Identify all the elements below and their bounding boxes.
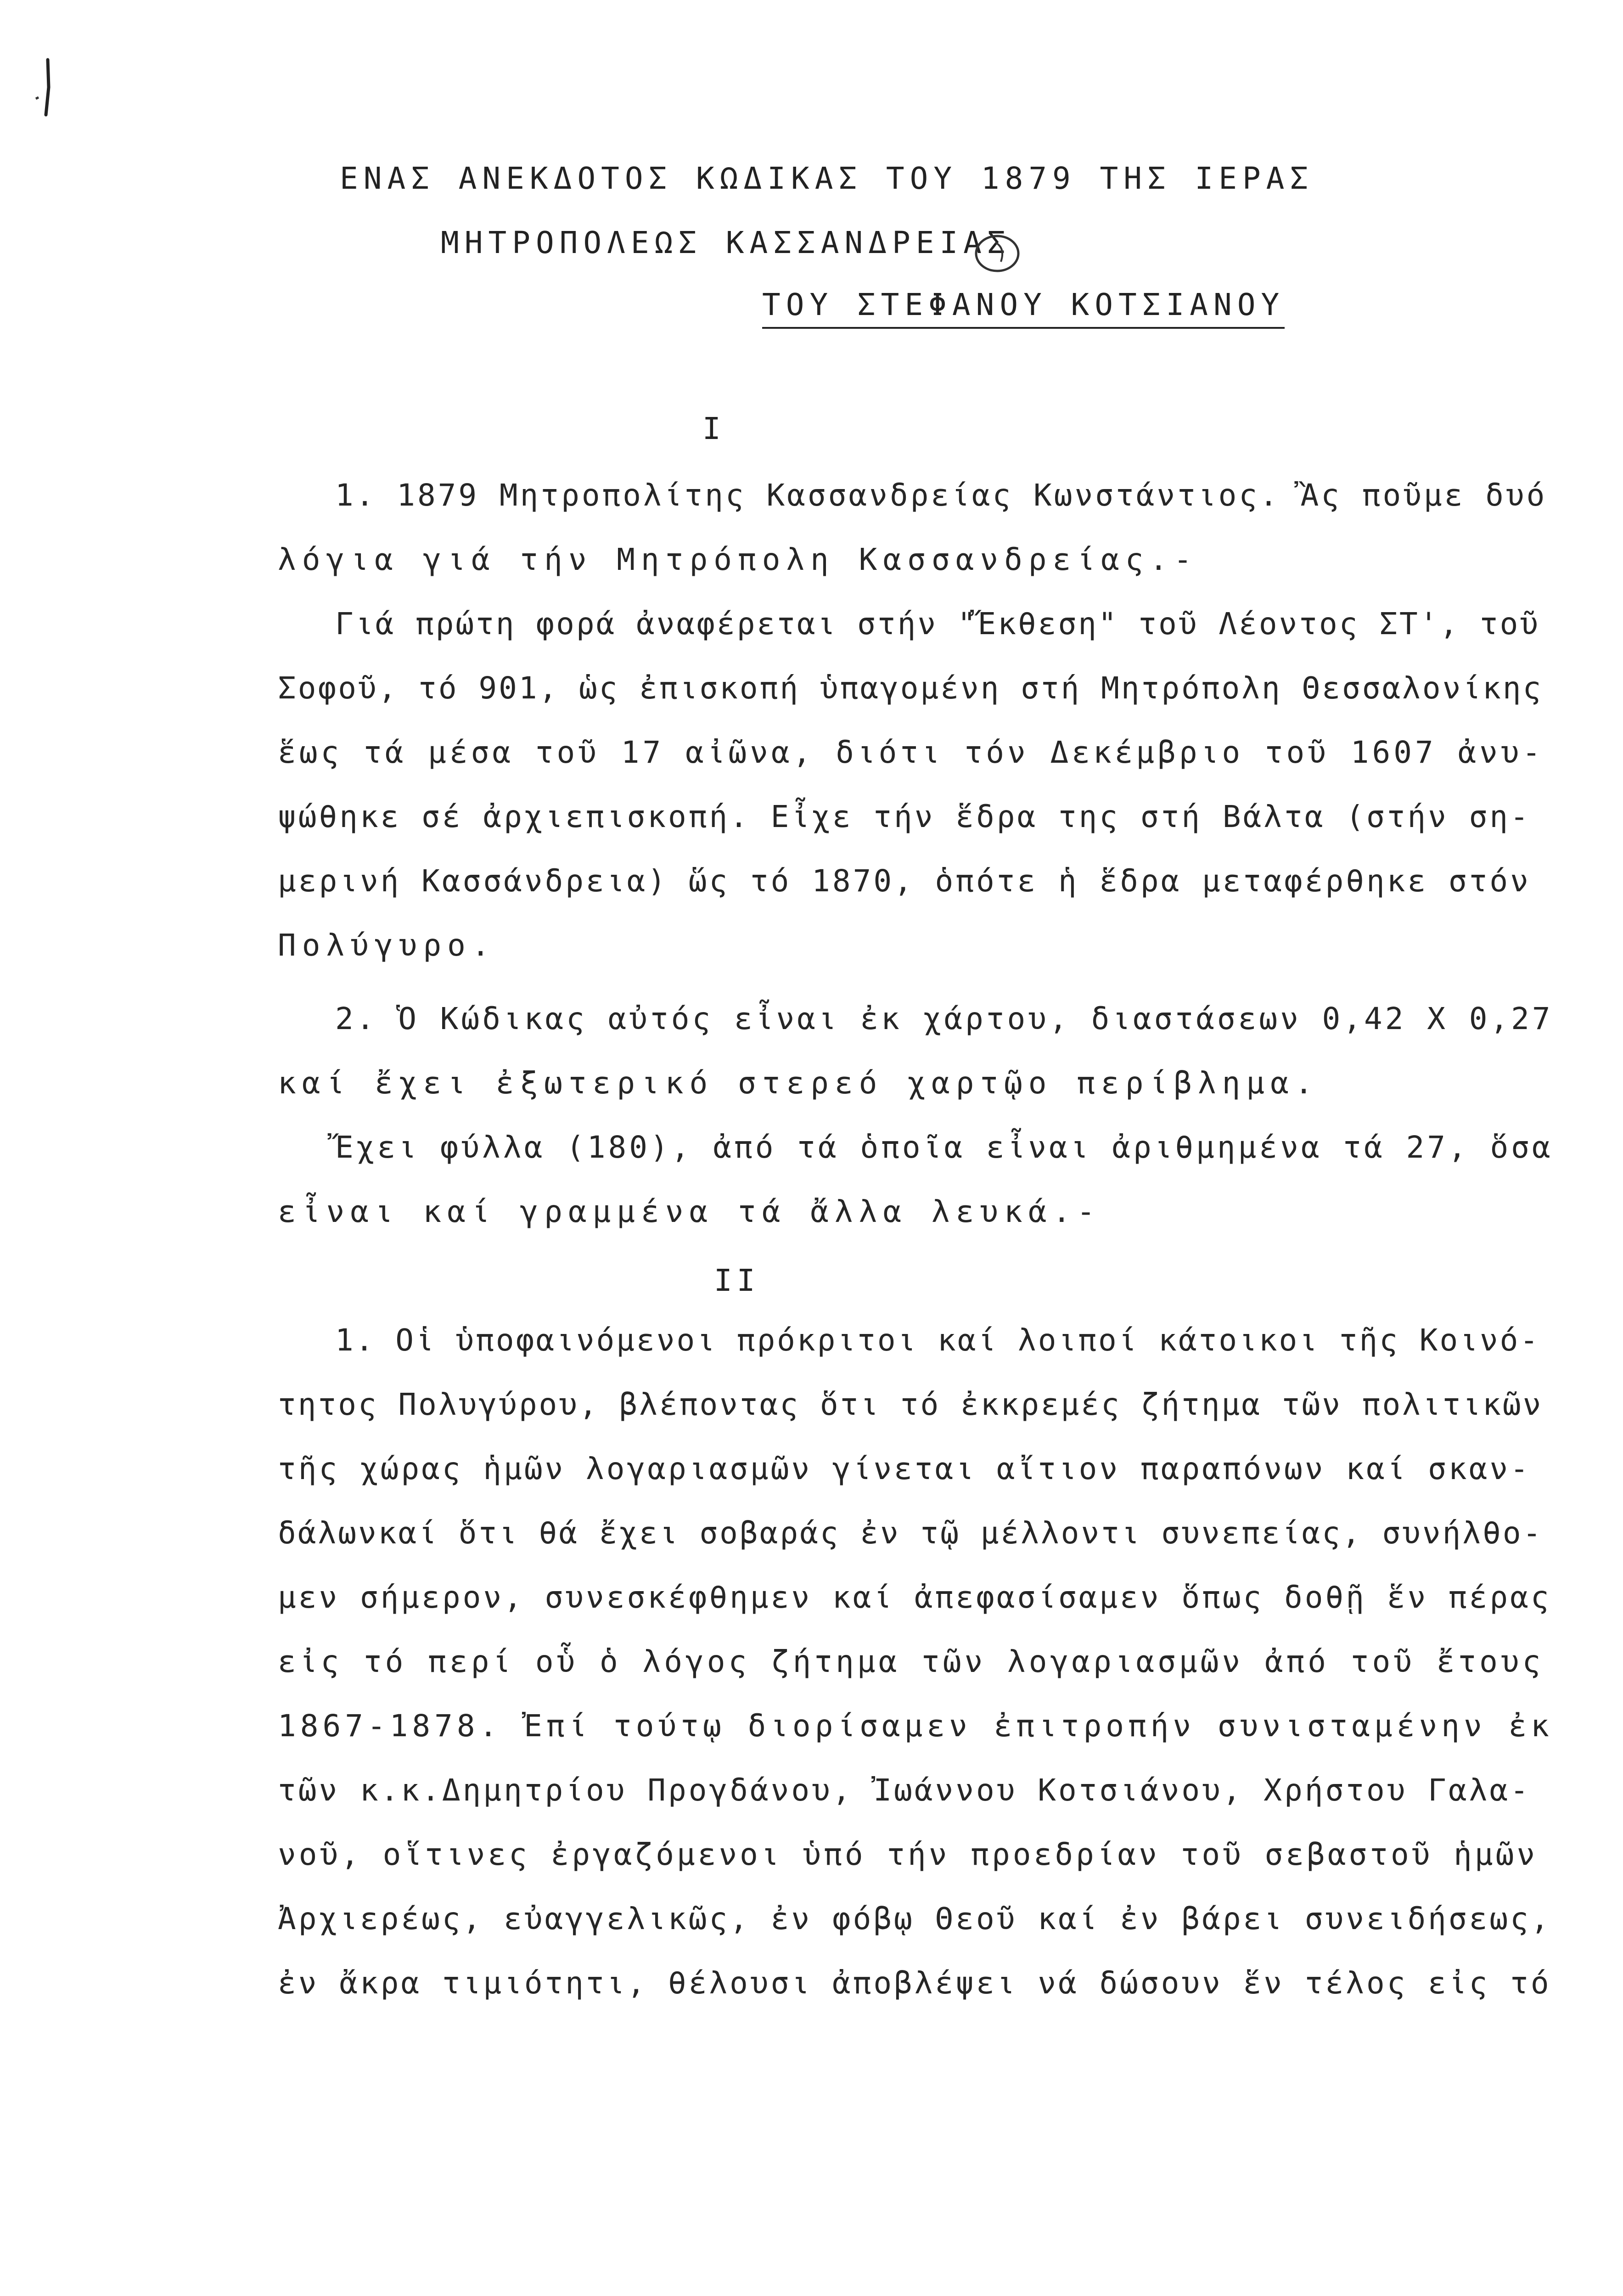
- text-line: Ἔχει φύλλα (180), ἀπό τά ὁποῖα εἶναι ἀριθμημένα τά 27, ὅσα: [335, 1130, 1553, 1165]
- text-line: μερινή Κασσάνδρεια) ὥς τό 1870, ὁπότε ἡ ἕδρα μεταφέρθηκε στόν: [278, 863, 1531, 899]
- title-line-1: ΕΝΑΣ ΑΝΕΚΔΟΤΟΣ ΚΩΔΙΚΑΣ ΤΟΥ 1879 ΤΗΣ ΙΕΡΑΣ: [340, 161, 1314, 196]
- text-line: ἕως τά μέσα τοῦ 17 αἰῶνα, διότι τόν Δεκέμβριο τοῦ 1607 ἀνυ-: [278, 735, 1544, 770]
- text-line: ἐν ἄκρα τιμιότητι, θέλουσι ἀποβλέψει νά δώσουν ἕν τέλος εἰς τό: [278, 1965, 1551, 2001]
- text-line: καί ἔχει ἐξωτερικό στερεό χαρτῷο περίβλημα.: [278, 1065, 1319, 1101]
- text-line: Ἀρχιερέως, εὐαγγελικῶς, ἐν φόβῳ Θεοῦ καί ἐν βάρει συνειδήσεως,: [278, 1901, 1551, 1936]
- author-line: ΤΟΥ ΣΤΕΦΑΝΟΥ ΚΟΤΣΙΑΝΟΥ: [762, 287, 1285, 329]
- text-line: Πολύγυρο.: [278, 928, 496, 963]
- text-line: τῆς χώρας ἡμῶν λογαριασμῶν γίνεται αἴτιον παραπόνων καί σκαν-: [278, 1451, 1531, 1486]
- text-line: 1. 1879 Μητροπολίτης Κασσανδρείας Κωνστάντιος. Ἂς ποῦμε δυό: [335, 478, 1547, 513]
- text-line: 1. Οἱ ὑποφαινόμενοι πρόκριτοι καί λοιποί κάτοικοι τῆς Κοινό-: [335, 1322, 1540, 1358]
- text-line: 2. Ὁ Κώδικας αὐτός εἶναι ἐκ χάρτου, διαστάσεων 0,42 Χ 0,27: [335, 1001, 1553, 1036]
- text-line: τητος Πολυγύρου, βλέποντας ὅτι τό ἐκκρεμές ζήτημα τῶν πολιτικῶν: [278, 1387, 1543, 1422]
- title-line-2: ΜΗΤΡΟΠΟΛΕΩΣ ΚΑΣΣΑΝΔΡΕΙΑΣ: [441, 225, 1011, 260]
- text-line: Σοφοῦ, τό 901, ὡς ἐπισκοπή ὑπαγομένη στή Μητρόπολη Θεσσαλονίκης: [278, 670, 1543, 706]
- text-line: Γιά πρώτη φορά ἀναφέρεται στήν "Ἔκθεση" τοῦ Λέοντος ΣΤ', τοῦ: [335, 606, 1540, 642]
- text-line: νοῦ, οἵτινες ἐργαζόμενοι ὑπό τήν προεδρίαν τοῦ σεβαστοῦ ἡμῶν: [278, 1837, 1538, 1872]
- text-line: τῶν κ.κ.Δημητρίου Προγδάνου, Ἰωάννου Κοτσιάνου, Χρήστου Γαλα-: [278, 1773, 1531, 1808]
- text-line: λόγια γιά τήν Μητρόπολη Κασσανδρείας.-: [278, 542, 1198, 577]
- margin-pen-mark: [32, 55, 60, 119]
- handwritten-circle-mark: [969, 230, 1028, 276]
- section-heading-2: ΙΙ: [714, 1263, 760, 1298]
- text-line: εἶναι καί γραμμένα τά ἄλλα λευκά.-: [278, 1194, 1101, 1229]
- text-line: δάλωνκαί ὅτι θά ἔχει σοβαράς ἐν τῷ μέλλοντι συνεπείας, συνήλθο-: [278, 1515, 1543, 1551]
- section-heading-1: Ι: [702, 411, 725, 446]
- text-line: εἰς τό περί οὗ ὁ λόγος ζήτημα τῶν λογαριασμῶν ἀπό τοῦ ἔτους: [278, 1644, 1544, 1679]
- text-line: ψώθηκε σέ ἀρχιεπισκοπή. Εἶχε τήν ἕδρα της στή Βάλτα (στήν ση-: [278, 799, 1531, 834]
- text-line: 1867-1878. Ἐπί τούτῳ διορίσαμεν ἐπιτροπήν συνισταμένην ἐκ: [278, 1708, 1553, 1744]
- text-line: μεν σήμερον, συνεσκέφθημεν καί ἀπεφασίσαμεν ὅπως δοθῇ ἕν πέρας: [278, 1580, 1551, 1615]
